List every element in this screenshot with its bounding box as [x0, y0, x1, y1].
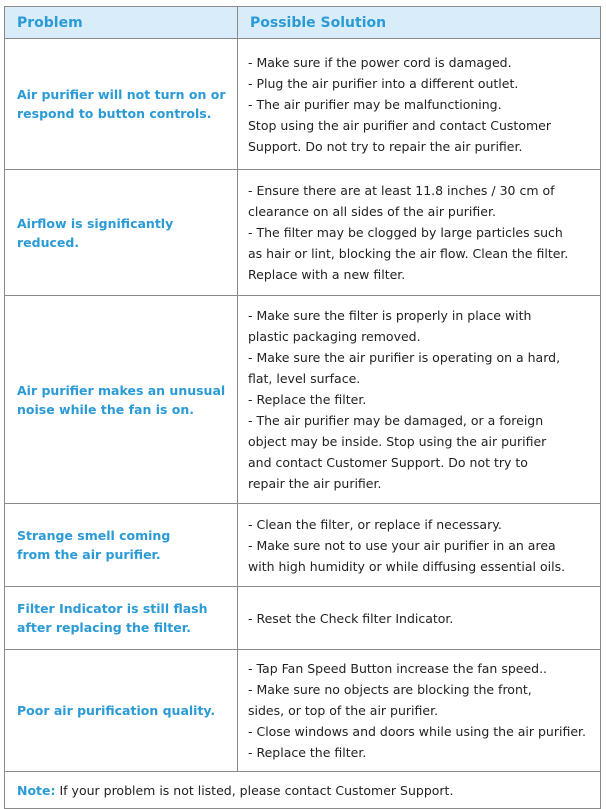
- problem-line: Poor air purification quality.: [17, 703, 216, 718]
- troubleshooting-table: [4, 6, 601, 809]
- problem-column-header: Problem: [5, 7, 238, 39]
- problem-line: Airflow is significantly reduced.: [17, 215, 174, 250]
- problem-line: Filter Indicator is still flash: [17, 601, 208, 616]
- solution-line: - Make sure the air purifier is operating on a hard,: [248, 350, 561, 365]
- problem-cell: [5, 39, 238, 170]
- solution-column-header: Possible Solution: [238, 7, 601, 39]
- solution-cell: [238, 587, 601, 650]
- problem-cell: [5, 504, 238, 587]
- solution-line: object may be inside. Stop using the air purifier: [248, 434, 547, 449]
- solution-cell: [238, 39, 601, 170]
- solution-line: - Make sure not to use your air purifier in an area: [248, 537, 556, 553]
- problem-cell: [5, 650, 238, 772]
- solution-line: - Replace the filter.: [248, 745, 367, 760]
- solution-line: - The filter may be clogged by large particles such: [248, 225, 563, 240]
- table-row: [5, 587, 601, 650]
- solution-line: with high humidity or while diffusing essential oils.: [248, 558, 566, 574]
- note-cell: [5, 772, 601, 809]
- solution-line: - The air purifier may be malfunctioning.: [248, 96, 502, 112]
- table-row: [5, 170, 601, 296]
- solution-line: and contact Customer Support. Do not try to: [248, 455, 528, 470]
- solution-line: plastic packaging removed.: [248, 329, 421, 344]
- problem-line: noise while the fan is on.: [17, 401, 195, 417]
- solution-line: as hair or lint, blocking the air flow. Clean the filter.: [248, 246, 569, 261]
- problem-line: Strange smell coming: [17, 528, 171, 543]
- solution-line: - Replace the filter.: [248, 392, 367, 407]
- solution-line: repair the air purifier.: [248, 476, 382, 491]
- solution-cell: [238, 296, 601, 504]
- note-label: Note:: [17, 782, 56, 798]
- problem-cell: [5, 587, 238, 650]
- note-row: [5, 772, 601, 809]
- note-text: If your problem is not listed, please contact Customer Support.: [55, 782, 454, 798]
- solution-line: clearance on all sides of the air purifier.: [248, 204, 496, 219]
- solution-line: - The air purifier may be damaged, or a foreign: [248, 413, 544, 428]
- table-row: [5, 39, 601, 170]
- problem-line: from the air purifier.: [17, 547, 161, 562]
- solution-cell: [238, 170, 601, 296]
- solution-line: flat, level surface.: [248, 371, 361, 386]
- solution-line: Replace with a new filter.: [248, 267, 406, 282]
- solution-line: - Ensure there are at least 11.8 inches / 30 cm of: [248, 183, 555, 198]
- table-row: [5, 650, 601, 772]
- solution-line: sides, or top of the air purifier.: [248, 703, 439, 718]
- solution-line: - Reset the Check filter Indicator.: [248, 610, 454, 626]
- solution-cell: [238, 504, 601, 587]
- solution-line: Support. Do not try to repair the air purifier.: [248, 138, 523, 154]
- solution-line: - Clean the filter, or replace if necessary.: [248, 516, 502, 532]
- solution-line: - Make sure the filter is properly in place with: [248, 308, 532, 323]
- problem-line: Air purifier will not turn on or: [17, 87, 226, 102]
- solution-line: Stop using the air purifier and contact Customer: [248, 117, 551, 133]
- solution-line: - Tap Fan Speed Button increase the fan speed..: [248, 661, 548, 676]
- problem-line: after replacing the filter.: [17, 620, 191, 635]
- table-row: [5, 504, 601, 587]
- problem-cell: [5, 170, 238, 296]
- table-row: [5, 296, 601, 504]
- problem-cell: [5, 296, 238, 504]
- table-header-row: [5, 7, 601, 39]
- problem-line: Air purifier makes an unusual: [17, 382, 226, 398]
- solution-line: - Plug the air purifier into a different outlet.: [248, 75, 519, 91]
- problem-line: respond to button controls.: [17, 106, 212, 121]
- solution-line: - Make sure if the power cord is damaged.: [248, 54, 512, 70]
- solution-cell: [238, 650, 601, 772]
- solution-line: - Close windows and doors while using the air purifier.: [248, 724, 586, 739]
- solution-line: - Make sure no objects are blocking the front,: [248, 682, 532, 697]
